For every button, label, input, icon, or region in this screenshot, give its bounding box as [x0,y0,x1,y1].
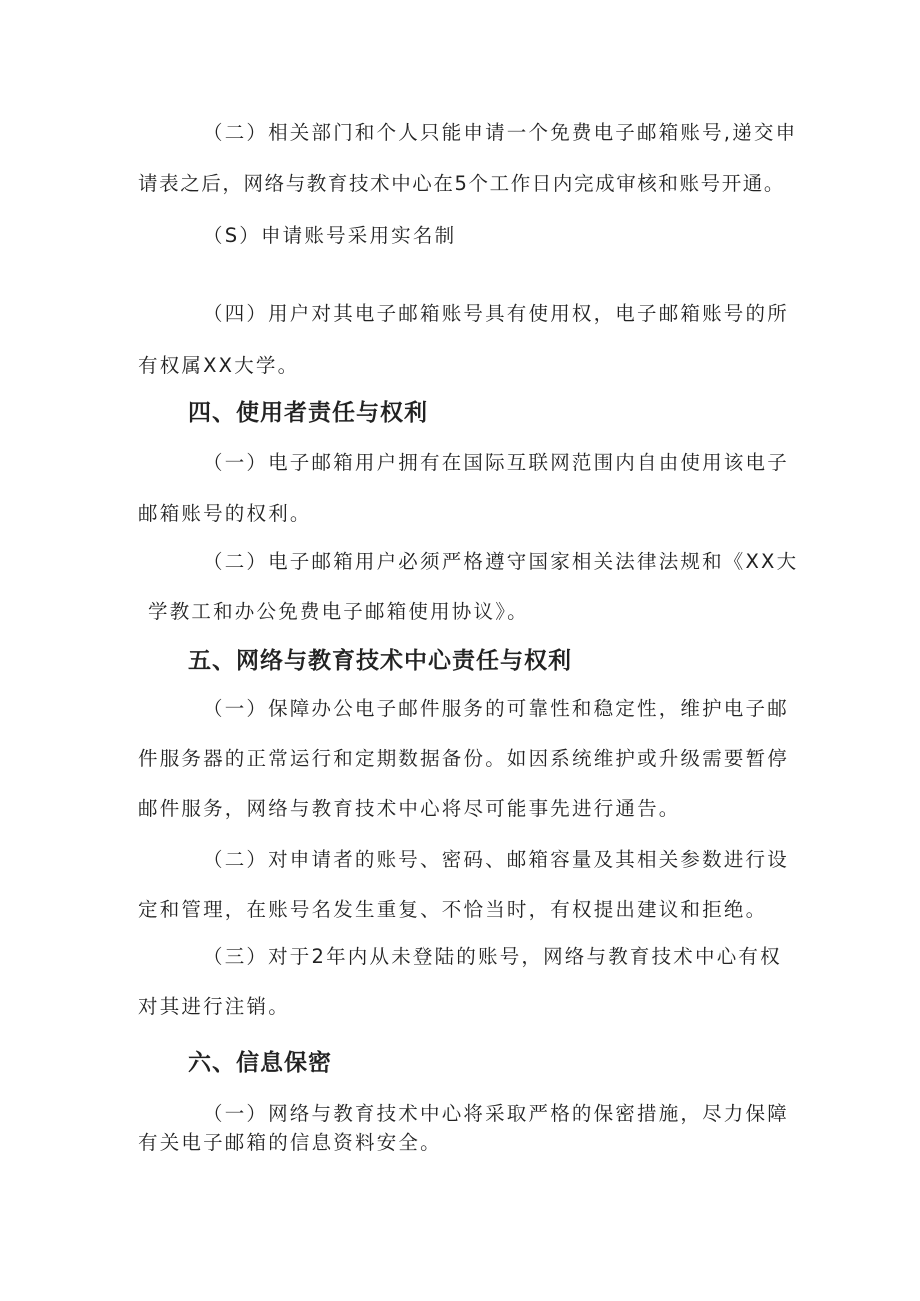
paragraph-line: （一）电子邮箱用户拥有在国际互联网范围内自由使用该电子 [203,451,789,474]
paragraph-line: （S）申请账号采用实名制 [203,224,457,247]
paragraph-line: 对其进行注销。 [138,995,290,1018]
paragraph-line: 件服务器的正常运行和定期数据备份。如因系统维护或升级需要暂停 [138,747,790,770]
section-heading: 五、网络与教育技术中心责任与权利 [188,648,572,674]
paragraph-line: （一）保障办公电子邮件服务的可靠性和稳定性，维护电子邮 [203,697,789,720]
paragraph-line: （二）对申请者的账号、密码、邮箱容量及其相关参数进行设 [203,848,789,871]
paragraph-line: （四）用户对其电子邮箱账号具有使用权，电子邮箱账号的所 [203,302,789,325]
paragraph-line: 邮箱账号的权利。 [138,502,312,525]
section-heading: 四、使用者责任与权利 [188,400,428,426]
paragraph-line: 有权属XX大学。 [138,354,300,377]
paragraph-line: （二）相关部门和个人只能申请一个免费电子邮箱账号,递交申 [203,121,798,144]
paragraph-line: 邮件服务，网络与教育技术中心将尽可能事先进行通告。 [138,797,681,820]
paragraph-line: （二）电子邮箱用户必须严格遵守国家相关法律法规和《XX大 [203,550,799,573]
paragraph-line: 定和管理，在账号名发生重复、不恰当时，有权提出建议和拒绝。 [138,898,768,921]
section-heading: 六、信息保密 [188,1050,332,1076]
paragraph-line: （一）网络与教育技术中心将采取严格的保密措施，尽力保障 [203,1102,789,1125]
paragraph-line: 有关电子邮箱的信息资料安全。 [138,1131,442,1154]
paragraph-line: 请表之后，网络与教育技术中心在5个工作日内完成审核和账号开通。 [138,172,786,195]
paragraph-line: 学教工和办公免费电子邮箱使用协议》。 [148,600,529,623]
paragraph-line: （三）对于2年内从未登陆的账号，网络与教育技术中心有权 [203,945,782,968]
